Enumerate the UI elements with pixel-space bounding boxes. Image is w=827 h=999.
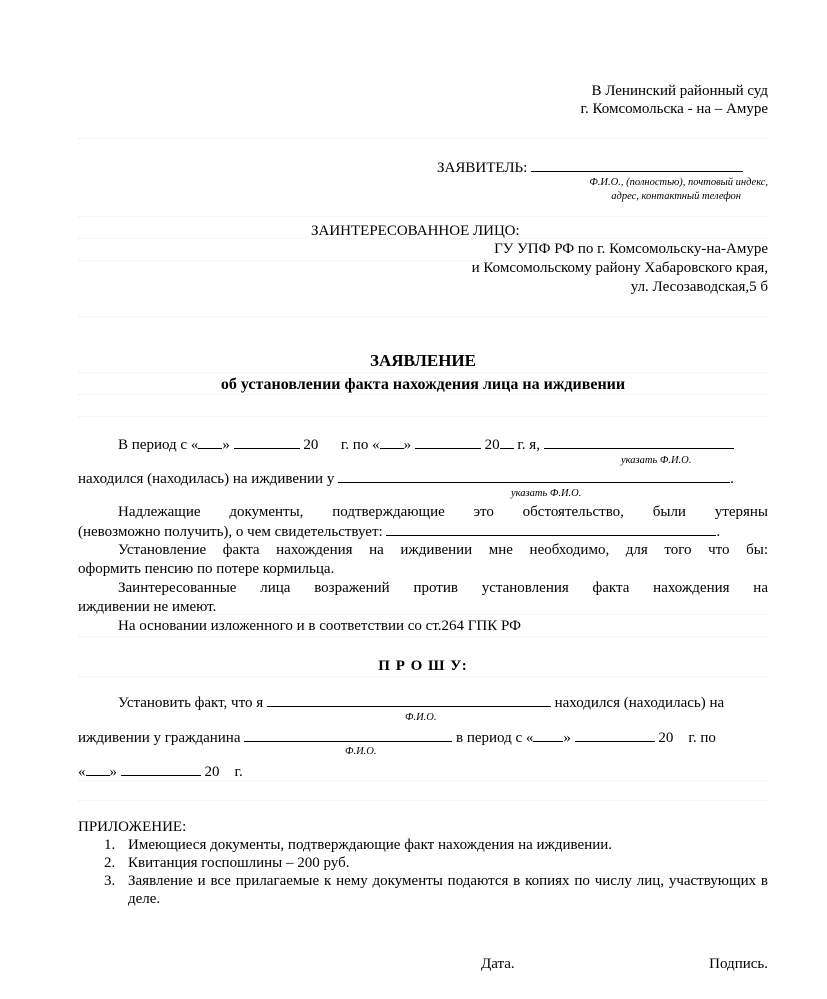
year-suffix: г. bbox=[234, 764, 243, 780]
year-prefix: 20 bbox=[204, 764, 220, 780]
period-from-label: в период с « bbox=[456, 730, 534, 746]
year-prefix: 20 bbox=[484, 437, 500, 453]
attachments-label: ПРИЛОЖЕНИЕ: bbox=[78, 819, 187, 835]
year-prefix: 20 bbox=[303, 437, 319, 453]
attachment-text: Квитанция госпошлины – 200 руб. bbox=[128, 855, 350, 871]
documents-lost-line-2: (невозможно получить), о чем свидетельствует: bbox=[78, 524, 383, 540]
hint-fio-1: указать Ф.И.О. bbox=[621, 455, 692, 466]
applicant-row bbox=[437, 158, 743, 177]
document-subtitle: об установлении факта нахождения лица на иждивении bbox=[220, 376, 626, 393]
interested-line-1: ГУ УПФ РФ по г. Комсомольску-на-Амуре bbox=[494, 241, 768, 257]
request-row-3 bbox=[78, 762, 243, 781]
date-label: Дата. bbox=[481, 956, 515, 972]
no-objections-line-1: Заинтересованные лица возражений против установления факта нахождения на bbox=[118, 580, 768, 596]
addressee-court: В Ленинский районный суд bbox=[591, 83, 768, 99]
dependency-label: находился (находилась) на иждивении у bbox=[78, 471, 335, 487]
applicant-hint-1: Ф.И.О., (полностью), почтовый индекс, bbox=[589, 177, 768, 188]
signature-label: Подпись. bbox=[709, 956, 768, 972]
request-heading: П Р О Ш У: bbox=[378, 658, 468, 674]
interested-label: ЗАИНТЕРЕСОВАННОЕ ЛИЦО: bbox=[311, 223, 520, 239]
quote-close: » bbox=[109, 764, 117, 780]
period-to-month-field[interactable] bbox=[415, 435, 481, 449]
dependency-row bbox=[78, 469, 734, 488]
period-to-year-field[interactable] bbox=[500, 435, 514, 449]
was-dependent-label: находился (находилась) на bbox=[554, 695, 725, 711]
attachment-item bbox=[104, 836, 768, 854]
purpose-line-2: оформить пенсию по потере кормильца. bbox=[78, 561, 335, 577]
attachment-number: 3. bbox=[104, 873, 116, 889]
period-row bbox=[118, 435, 734, 454]
legal-basis: На основании изложенного и в соответствии со ст.264 ГПК РФ bbox=[118, 618, 521, 634]
documents-lost-line-1: Надлежащие документы, подтверждающие это обстоятельство, были утеряны bbox=[118, 504, 768, 520]
applicant-fio-field[interactable] bbox=[544, 435, 734, 449]
applicant-label: ЗАЯВИТЕЛЬ: bbox=[437, 160, 528, 176]
hint-fio-4: Ф.И.О. bbox=[345, 746, 377, 757]
hint-fio-2: указать Ф.И.О. bbox=[511, 488, 582, 499]
period-to-day-field[interactable] bbox=[380, 435, 404, 449]
quote-open: « bbox=[78, 764, 86, 780]
period: . bbox=[730, 471, 734, 487]
attachment-item bbox=[104, 872, 768, 908]
interested-line-3: ул. Лесозаводская,5 б bbox=[630, 279, 768, 295]
request-row-1 bbox=[118, 693, 724, 712]
citizen-fio-field[interactable] bbox=[244, 728, 452, 742]
documents-lost-row bbox=[78, 522, 720, 541]
interested-line-2: и Комсомольскому району Хабаровского края, bbox=[471, 260, 768, 276]
purpose-line-1: Установление факта нахождения на иждивении мне необходимо, для того что бы: bbox=[118, 542, 768, 558]
quote-close: » bbox=[222, 437, 230, 453]
applicant-name-field[interactable] bbox=[531, 158, 743, 172]
hint-fio-3: Ф.И.О. bbox=[405, 712, 437, 723]
period-to-label: г. по « bbox=[340, 437, 380, 453]
request-from-month-field[interactable] bbox=[575, 728, 655, 742]
quote-close: » bbox=[403, 437, 412, 453]
citizen-label: иждивении у гражданина bbox=[78, 730, 241, 746]
request-applicant-field[interactable] bbox=[267, 693, 551, 707]
attachment-number: 2. bbox=[104, 855, 116, 871]
document-title: ЗАЯВЛЕНИЕ bbox=[369, 351, 476, 370]
period-from-month-field[interactable] bbox=[234, 435, 300, 449]
request-to-month-field[interactable] bbox=[121, 762, 201, 776]
attachment-number: 1. bbox=[104, 837, 116, 853]
applicant-ref-label: г. я, bbox=[517, 437, 540, 453]
addressee-city: г. Комсомольска - на – Амуре bbox=[580, 101, 768, 117]
establish-fact-label: Установить факт, что я bbox=[118, 695, 264, 711]
request-to-day-field[interactable] bbox=[86, 762, 110, 776]
quote-close: » bbox=[563, 730, 571, 746]
provider-fio-field[interactable] bbox=[338, 469, 730, 483]
period: . bbox=[716, 524, 721, 540]
attachment-item bbox=[104, 854, 768, 872]
applicant-hint-2: адрес, контактный телефон bbox=[611, 191, 741, 202]
year-prefix: 20 bbox=[658, 730, 674, 746]
no-objections-line-2: иждивении не имеют. bbox=[78, 599, 217, 615]
period-from-day-field[interactable] bbox=[198, 435, 222, 449]
request-from-day-field[interactable] bbox=[533, 728, 563, 742]
request-row-2 bbox=[78, 728, 716, 747]
attachment-text: Имеющиеся документы, подтверждающие факт нахождения на иждивении. bbox=[128, 837, 613, 853]
attachment-text: Заявление и все прилагаемые к нему документы подаются в копиях по числу лиц, участвующих в деле. bbox=[128, 873, 768, 907]
attachments-list bbox=[78, 836, 768, 908]
evidence-field[interactable] bbox=[386, 522, 716, 536]
period-from-label: В период с « bbox=[118, 437, 199, 453]
period-to-label: г. по bbox=[688, 730, 716, 746]
